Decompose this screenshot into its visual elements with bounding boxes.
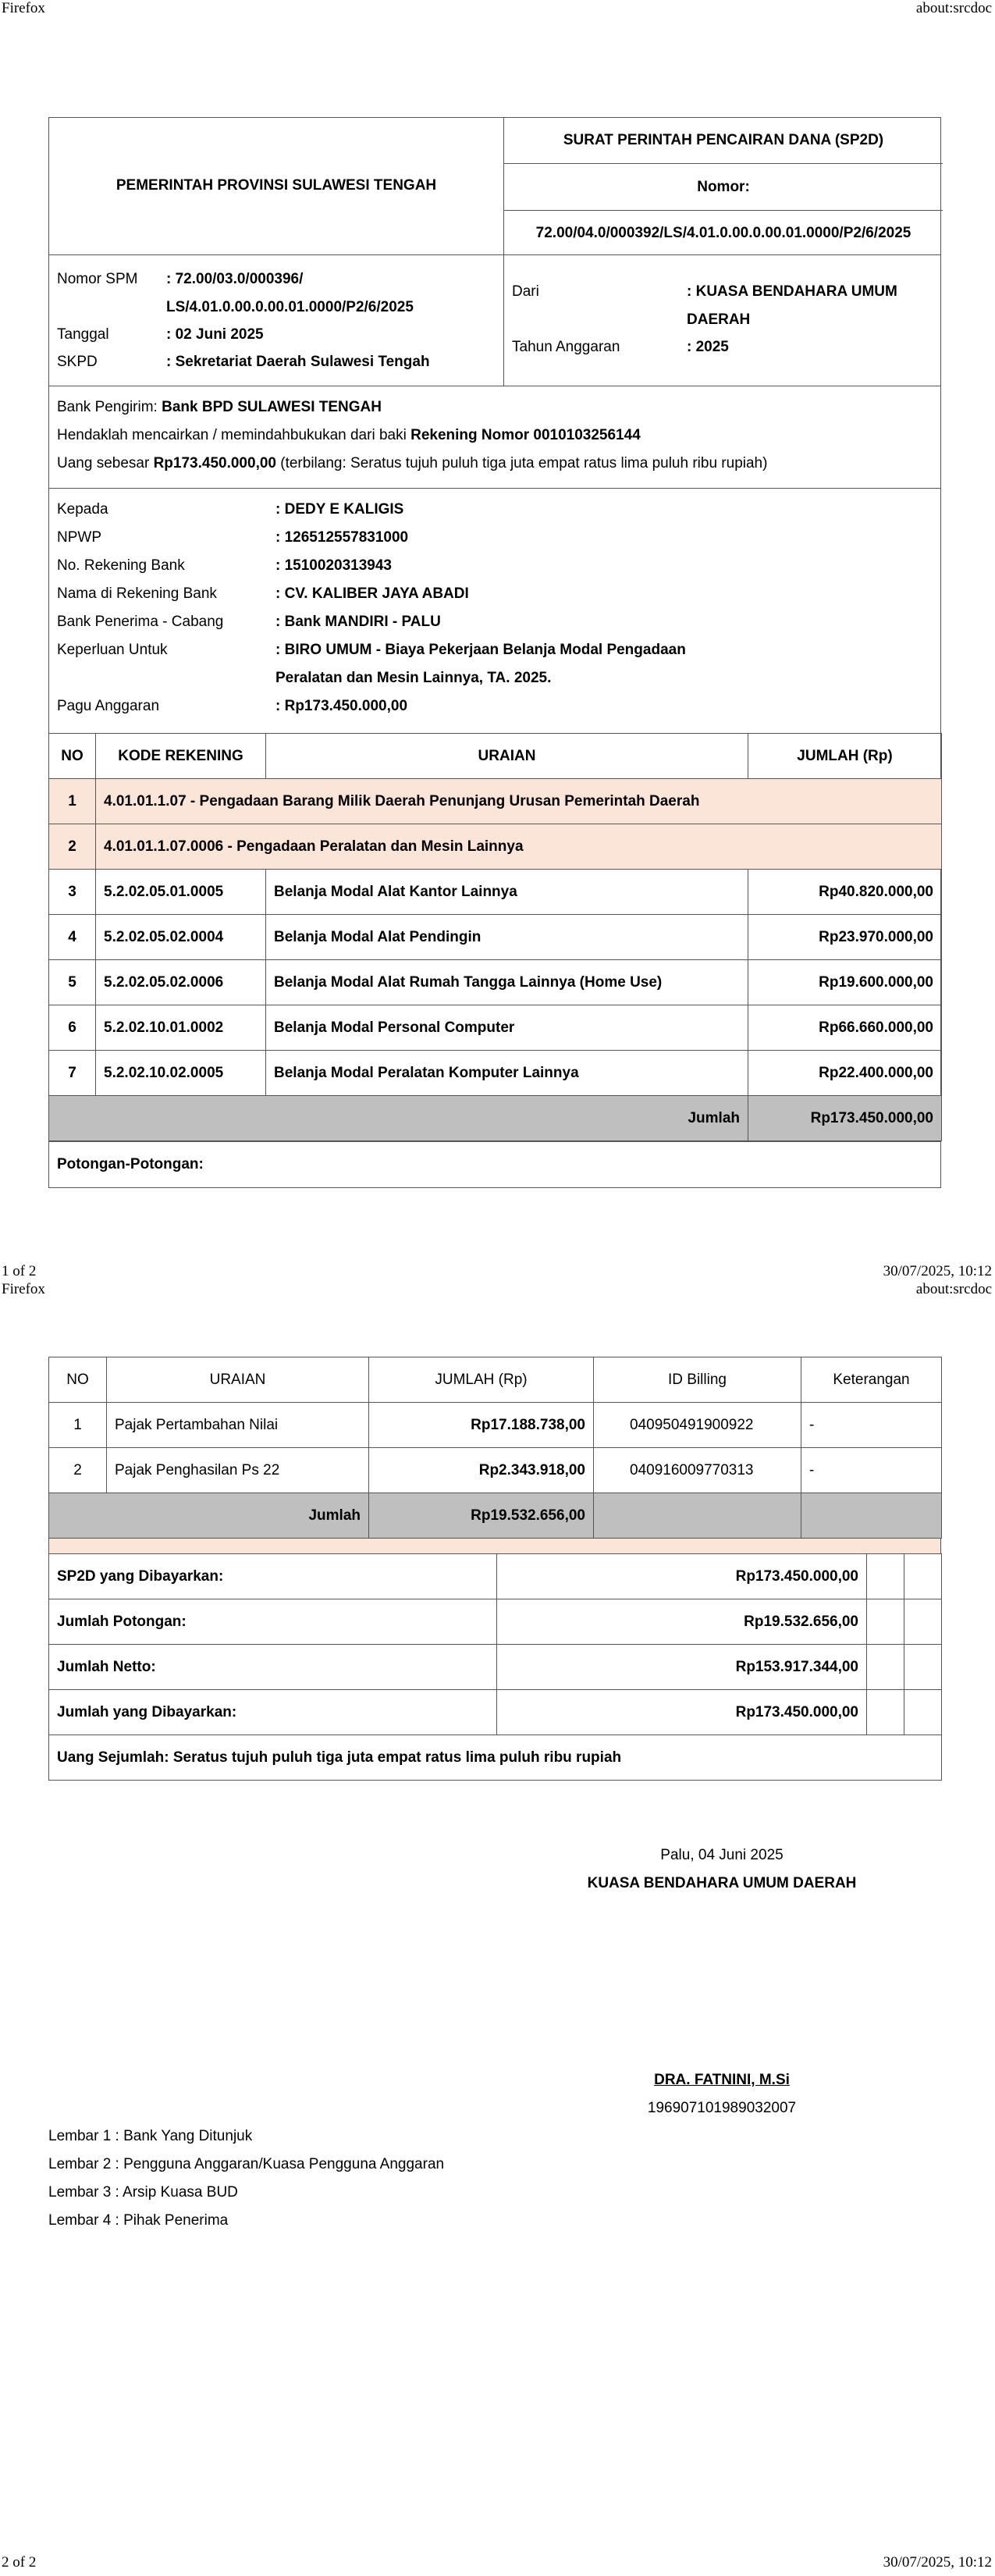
row-jumlah: Rp19.600.000,00	[748, 960, 942, 1005]
summary-label: SP2D yang Dibayarkan:	[49, 1554, 497, 1599]
lembar-item: Lembar 4 : Pihak Penerima	[48, 2212, 229, 2229]
row-kode: 5.2.02.05.01.0005	[96, 870, 266, 915]
total-empty-billing	[594, 1493, 801, 1539]
row-no: 2	[49, 824, 96, 870]
browser-url: about:srcdoc	[915, 1281, 992, 1297]
table-row	[49, 1403, 942, 1448]
summary-label: Jumlah Potongan:	[49, 1599, 497, 1645]
row-kode: 5.2.02.10.02.0005	[96, 1051, 266, 1096]
tanggal-value: : 02 Juni 2025	[166, 326, 264, 343]
uang-sejumlah: Uang Sejumlah: Seratus tujuh puluh tiga juta empat ratus lima puluh ribu rupiah	[49, 1735, 942, 1781]
dari-label: Dari	[512, 283, 539, 300]
lembar-item: Lembar 1 : Bank Yang Ditunjuk	[48, 2128, 253, 2144]
bank-pengirim-label: Bank Pengirim:	[57, 399, 162, 415]
summary-empty-cell	[904, 1599, 942, 1645]
nomor-spm-value-1: : 72.00/03.0/000396/	[166, 271, 304, 287]
row-jumlah: Rp22.400.000,00	[748, 1051, 942, 1096]
sign-place-date: Palu, 04 Juni 2025	[660, 1847, 784, 1863]
group-row-text: 4.01.01.1.07 - Pengadaan Barang Milik Daerah Penunjang Urusan Pemerintah Daerah	[96, 779, 942, 824]
summary-value: Rp19.532.656,00	[497, 1599, 867, 1645]
page-number: 1 of 2	[2, 1263, 37, 1279]
spacer-band	[48, 1539, 941, 1554]
uang-sebesar	[57, 455, 767, 472]
government-title: PEMERINTAH PROVINSI SULAWESI TENGAH	[115, 177, 437, 194]
table-row	[49, 1448, 942, 1493]
col-uraian: URAIAN	[107, 1357, 369, 1403]
sign-name: DRA. FATNINI, M.Si	[654, 2072, 790, 2088]
npwp-value: : 126512557831000	[275, 529, 409, 546]
nomor-label: Nomor:	[504, 164, 943, 211]
keperluan-value-2: Peralatan dan Mesin Lainnya, TA. 2025.	[275, 670, 552, 686]
group-row-text: 4.01.01.1.07.0006 - Pengadaan Peralatan dan Mesin Lainnya	[96, 824, 942, 870]
row-no: 2	[49, 1448, 107, 1493]
summary-value: Rp153.917.344,00	[497, 1645, 867, 1690]
bank-pengirim	[57, 399, 382, 416]
total-empty-ket	[801, 1493, 942, 1539]
nama-rek-label: Nama di Rekening Bank	[57, 585, 217, 602]
potongan-label: Potongan-Potongan:	[57, 1156, 204, 1172]
nama-rek-value: : CV. KALIBER JAYA ABADI	[275, 585, 469, 602]
page-number: 2 of 2	[2, 2554, 37, 2571]
rekening-nomor: Rekening Nomor 0010103256144	[410, 427, 641, 443]
row-no: 4	[49, 915, 96, 960]
row-no: 6	[49, 1005, 96, 1051]
sign-nip: 196907101989032007	[647, 2100, 797, 2116]
bank-penerima-label: Bank Penerima - Cabang	[57, 614, 224, 630]
summary-empty-cell	[904, 1645, 942, 1690]
uang-label: Uang sebesar	[57, 455, 154, 471]
norek-label: No. Rekening Bank	[57, 557, 185, 574]
row-jumlah: Rp2.343.918,00	[369, 1448, 594, 1493]
row-uraian: Belanja Modal Alat Pendingin	[266, 915, 748, 960]
row-id-billing: 040916009770313	[594, 1448, 801, 1493]
summary-label: Jumlah Netto:	[49, 1645, 497, 1690]
row-uraian: Belanja Modal Alat Kantor Lainnya	[266, 870, 748, 915]
col-id-billing: ID Billing	[594, 1357, 801, 1403]
summary-row	[49, 1645, 942, 1690]
browser-url: about:srcdoc	[915, 0, 992, 16]
table-row	[49, 1051, 942, 1096]
total-label: Jumlah	[49, 1096, 748, 1141]
summary-empty-cell	[867, 1690, 904, 1735]
row-no: 1	[49, 779, 96, 824]
summary-table-wrap	[48, 1553, 941, 1781]
summary-empty-cell	[867, 1645, 904, 1690]
summary-row	[49, 1599, 942, 1645]
tanggal-label: Tanggal	[57, 326, 109, 343]
row-jumlah: Rp17.188.738,00	[369, 1403, 594, 1448]
row-uraian: Belanja Modal Personal Computer	[266, 1005, 748, 1051]
total-value: Rp19.532.656,00	[369, 1493, 594, 1539]
sign-position: KUASA BENDAHARA UMUM DAERAH	[587, 1875, 857, 1891]
browser-app-name: Firefox	[2, 0, 45, 16]
nomor-spm-value-2: LS/4.01.0.00.0.00.01.0000/P2/6/2025	[166, 299, 414, 315]
summary-empty-cell	[867, 1554, 904, 1599]
row-no: 1	[49, 1403, 107, 1448]
lembar-item: Lembar 2 : Pengguna Anggaran/Kuasa Pengguna Anggaran	[48, 2156, 445, 2172]
col-no: NO	[49, 734, 96, 779]
col-no: NO	[49, 1357, 107, 1403]
table-row	[49, 915, 942, 960]
pagu-label: Pagu Anggaran	[57, 698, 160, 714]
summary-row	[49, 1690, 942, 1735]
col-jumlah: JUMLAH (Rp)	[369, 1357, 594, 1403]
hendaklah-text	[57, 427, 641, 444]
browser-app-name: Firefox	[2, 1281, 45, 1297]
potongan-table	[48, 1357, 942, 1539]
row-uraian: Pajak Pertambahan Nilai	[107, 1403, 369, 1448]
table-row	[49, 824, 942, 870]
rekening-table	[48, 733, 942, 1141]
summary-row	[49, 1554, 942, 1599]
nomor-value: 72.00/04.0/000392/LS/4.01.0.00.0.00.01.0000/P2/6/2025	[535, 225, 911, 241]
summary-label: Jumlah yang Dibayarkan:	[49, 1690, 497, 1735]
kepada-value: : DEDY E KALIGIS	[275, 501, 404, 518]
col-kode: KODE REKENING	[96, 734, 266, 779]
kepada-label: Kepada	[57, 501, 108, 518]
keperluan-value-1: : BIRO UMUM - Biaya Pekerjaan Belanja Modal Pengadaan	[275, 642, 686, 658]
table-row	[49, 1005, 942, 1051]
row-uraian: Belanja Modal Alat Rumah Tangga Lainnya (Home Use)	[266, 960, 748, 1005]
hendaklah-label: Hendaklah mencairkan / memindahbukukan dari baki	[57, 427, 411, 443]
row-no: 7	[49, 1051, 96, 1096]
summary-empty-cell	[904, 1690, 942, 1735]
row-keterangan: -	[801, 1403, 942, 1448]
table-header-row	[49, 1357, 942, 1403]
potongan-table-wrap	[48, 1357, 941, 1554]
norek-value: : 1510020313943	[275, 557, 392, 574]
nomor-spm-label: Nomor SPM	[57, 271, 138, 287]
dari-value-1: : KUASA BENDAHARA UMUM	[687, 283, 897, 300]
summary-value: Rp173.450.000,00	[497, 1554, 867, 1599]
row-no: 3	[49, 870, 96, 915]
summary-empty-cell	[904, 1554, 942, 1599]
row-id-billing: 040950491900922	[594, 1403, 801, 1448]
header-right-block	[503, 118, 943, 254]
table-row	[49, 779, 942, 824]
table-header-row	[49, 734, 942, 779]
table-row	[49, 960, 942, 1005]
terbilang-text: (terbilang: Seratus tujuh puluh tiga juta empat ratus lima puluh ribu rupiah)	[275, 455, 768, 471]
uang-value: Rp173.450.000,00	[153, 455, 276, 471]
skpd-value: : Sekretariat Daerah Sulawesi Tengah	[166, 354, 430, 370]
dari-block	[503, 255, 943, 386]
row-jumlah: Rp23.970.000,00	[748, 915, 942, 960]
spm-info	[49, 255, 940, 386]
npwp-label: NPWP	[57, 529, 101, 546]
summary-empty-cell	[867, 1599, 904, 1645]
row-jumlah: Rp40.820.000,00	[748, 870, 942, 915]
table-row	[49, 870, 942, 915]
potongan-row	[49, 1142, 940, 1187]
bank-penerima-value: : Bank MANDIRI - PALU	[275, 614, 441, 630]
bank-pengirim-value: Bank BPD SULAWESI TENGAH	[162, 399, 382, 415]
doc-title: SURAT PERINTAH PENCAIRAN DANA (SP2D)	[504, 118, 943, 164]
rekening-table-wrap	[49, 733, 940, 1142]
row-keterangan: -	[801, 1448, 942, 1493]
print-datetime: 30/07/2025, 10:12	[883, 2554, 992, 2571]
summary-table	[48, 1553, 942, 1781]
lembar-item: Lembar 3 : Arsip Kuasa BUD	[48, 2184, 238, 2201]
row-uraian: Belanja Modal Peralatan Komputer Lainnya	[266, 1051, 748, 1096]
row-kode: 5.2.02.05.02.0004	[96, 915, 266, 960]
total-label: Jumlah	[49, 1493, 369, 1539]
print-datetime: 30/07/2025, 10:12	[883, 1263, 992, 1279]
total-row	[49, 1096, 942, 1141]
row-uraian: Pajak Penghasilan Ps 22	[107, 1448, 369, 1493]
skpd-label: SKPD	[57, 354, 98, 370]
col-jumlah: JUMLAH (Rp)	[748, 734, 942, 779]
row-no: 5	[49, 960, 96, 1005]
row-kode: 5.2.02.10.01.0002	[96, 1005, 266, 1051]
bank-info	[49, 386, 940, 489]
tahun-anggaran-value: : 2025	[687, 339, 729, 355]
doc-header	[49, 118, 940, 255]
pagu-value: : Rp173.450.000,00	[275, 698, 408, 714]
summary-value: Rp173.450.000,00	[497, 1690, 867, 1735]
row-jumlah: Rp66.660.000,00	[748, 1005, 942, 1051]
keperluan-label: Keperluan Untuk	[57, 642, 168, 658]
dari-value-2: DAERAH	[687, 311, 751, 328]
summary-row	[49, 1735, 942, 1781]
col-uraian: URAIAN	[266, 734, 748, 779]
tahun-anggaran-label: Tahun Anggaran	[512, 339, 620, 355]
row-kode: 5.2.02.05.02.0006	[96, 960, 266, 1005]
sp2d-document	[48, 117, 941, 1188]
total-value: Rp173.450.000,00	[748, 1096, 942, 1141]
total-row	[49, 1493, 942, 1539]
col-keterangan: Keterangan	[801, 1357, 942, 1403]
recipient-info	[49, 489, 940, 734]
